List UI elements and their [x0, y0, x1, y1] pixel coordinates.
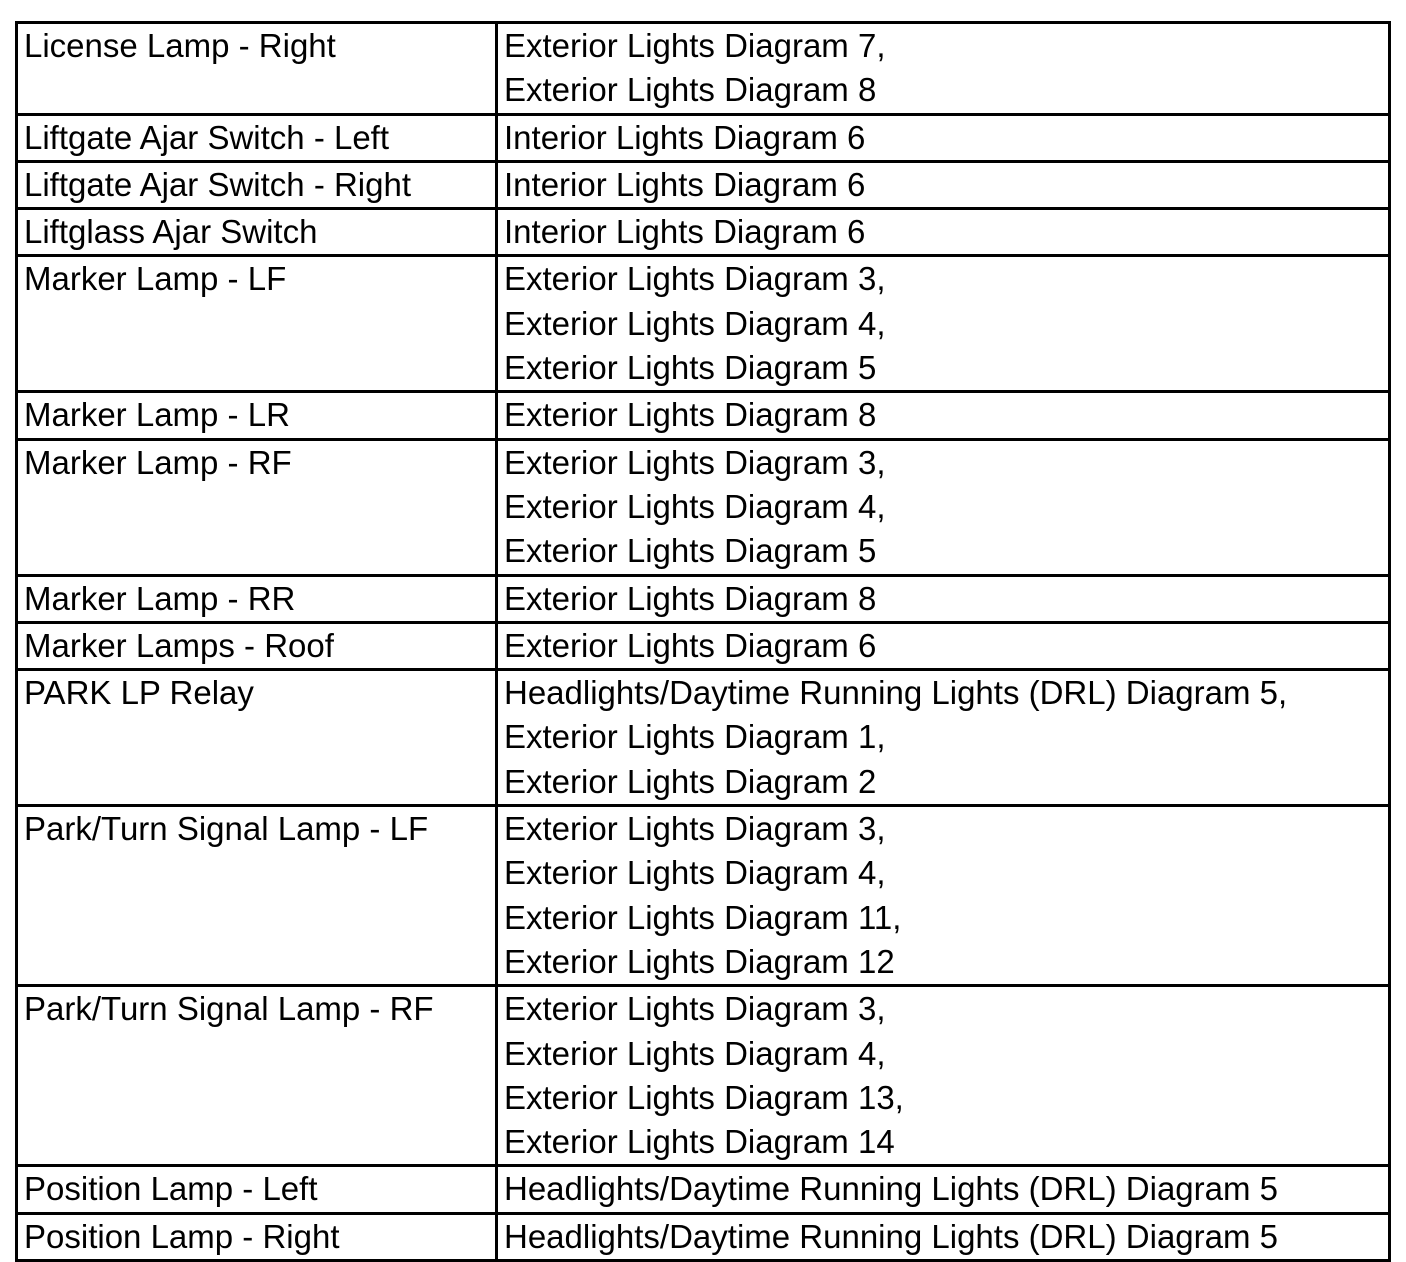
diagram-references-cell — [497, 575, 1390, 622]
diagram-references-cell — [497, 1213, 1390, 1260]
component-name-cell: Marker Lamp - RF — [17, 439, 497, 575]
component-name-cell: Liftgate Ajar Switch - Left — [17, 114, 497, 161]
diagram-reference: Exterior Lights Diagram 3, — [504, 990, 886, 1028]
table-body — [17, 23, 1390, 1261]
diagram-reference: Exterior Lights Diagram 3, — [504, 260, 886, 298]
component-name-cell: Marker Lamp - LR — [17, 392, 497, 439]
diagram-references-cell — [497, 392, 1390, 439]
table-row — [17, 114, 1390, 161]
component-name-cell: Liftgate Ajar Switch - Right — [17, 161, 497, 208]
table-row — [17, 1213, 1390, 1260]
table-row — [17, 986, 1390, 1166]
diagram-reference: Exterior Lights Diagram 13, — [504, 1078, 904, 1116]
diagram-reference: Exterior Lights Diagram 14 — [504, 1123, 895, 1161]
diagram-reference: Headlights/Daytime Running Lights (DRL) Diagram 5 — [504, 1217, 1279, 1255]
table-row — [17, 1166, 1390, 1213]
diagram-reference: Exterior Lights Diagram 11, — [504, 898, 902, 936]
diagram-reference: Headlights/Daytime Running Lights (DRL) Diagram 5, — [504, 674, 1288, 712]
diagram-references-cell — [497, 806, 1390, 986]
diagram-reference: Exterior Lights Diagram 2 — [504, 762, 877, 800]
diagram-references-cell — [497, 986, 1390, 1166]
diagram-references-cell — [497, 1166, 1390, 1213]
table-row — [17, 622, 1390, 669]
table-row — [17, 23, 1390, 115]
component-index-page — [15, 21, 1391, 1262]
component-name-cell: Marker Lamps - Roof — [17, 622, 497, 669]
diagram-references-cell — [497, 256, 1390, 392]
diagram-reference: Exterior Lights Diagram 3, — [504, 443, 886, 481]
component-name-cell: Liftglass Ajar Switch — [17, 209, 497, 256]
table-row — [17, 670, 1390, 806]
component-name-cell: License Lamp - Right — [17, 23, 497, 115]
component-name-cell: Park/Turn Signal Lamp - LF — [17, 806, 497, 986]
component-name-cell: Marker Lamp - RR — [17, 575, 497, 622]
diagram-reference: Exterior Lights Diagram 4, — [504, 304, 886, 342]
component-name-cell: Marker Lamp - LF — [17, 256, 497, 392]
component-name-cell: Position Lamp - Right — [17, 1213, 497, 1260]
table-row — [17, 256, 1390, 392]
component-name-cell: Position Lamp - Left — [17, 1166, 497, 1213]
diagram-reference: Interior Lights Diagram 6 — [504, 118, 866, 156]
diagram-reference: Interior Lights Diagram 6 — [504, 165, 866, 203]
diagram-reference: Exterior Lights Diagram 5 — [504, 532, 877, 570]
diagram-reference: Exterior Lights Diagram 6 — [504, 626, 877, 664]
diagram-reference: Exterior Lights Diagram 4, — [504, 487, 886, 525]
table-row — [17, 439, 1390, 575]
diagram-reference: Exterior Lights Diagram 8 — [504, 579, 877, 617]
table-row — [17, 161, 1390, 208]
table-row — [17, 806, 1390, 986]
diagram-references-cell — [497, 439, 1390, 575]
diagram-references-cell — [497, 670, 1390, 806]
diagram-reference: Exterior Lights Diagram 5 — [504, 349, 877, 387]
table-row — [17, 392, 1390, 439]
diagram-reference: Exterior Lights Diagram 4, — [504, 1034, 886, 1072]
diagram-reference: Headlights/Daytime Running Lights (DRL) Diagram 5 — [504, 1170, 1279, 1208]
component-index-table — [15, 21, 1391, 1262]
diagram-references-cell — [497, 23, 1390, 115]
diagram-reference: Exterior Lights Diagram 8 — [504, 71, 877, 109]
diagram-reference: Exterior Lights Diagram 3, — [504, 810, 886, 848]
diagram-references-cell — [497, 161, 1390, 208]
diagram-reference: Exterior Lights Diagram 1, — [504, 718, 886, 756]
diagram-references-cell — [497, 114, 1390, 161]
table-row — [17, 575, 1390, 622]
diagram-references-cell — [497, 622, 1390, 669]
component-name-cell: PARK LP Relay — [17, 670, 497, 806]
component-name-cell: Park/Turn Signal Lamp - RF — [17, 986, 497, 1166]
diagram-reference: Exterior Lights Diagram 8 — [504, 396, 877, 434]
diagram-reference: Interior Lights Diagram 6 — [504, 213, 866, 251]
diagram-reference: Exterior Lights Diagram 7, — [504, 27, 886, 64]
diagram-references-cell — [497, 209, 1390, 256]
diagram-reference: Exterior Lights Diagram 4, — [504, 854, 886, 892]
diagram-reference: Exterior Lights Diagram 12 — [504, 942, 895, 980]
table-row — [17, 209, 1390, 256]
